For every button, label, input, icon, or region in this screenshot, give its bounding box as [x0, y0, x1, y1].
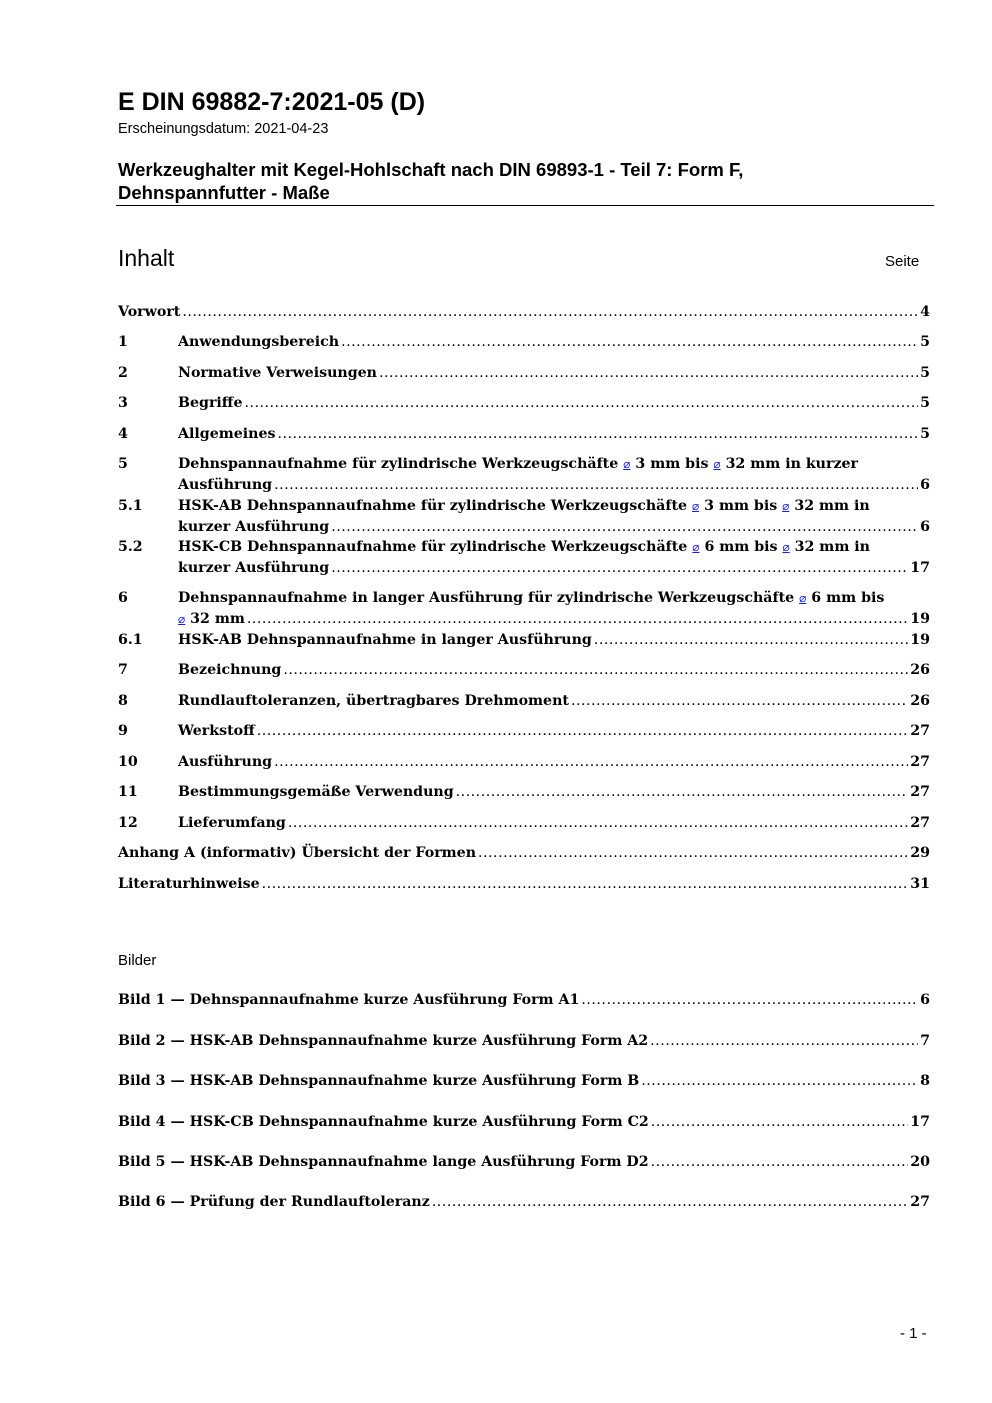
toc-entry-number: 9: [118, 723, 128, 739]
toc-entry-page: 31: [910, 876, 930, 892]
toc-entry-line[interactable]: [118, 1152, 930, 1173]
toc-entry-line[interactable]: [178, 660, 930, 681]
document-title-line-2: Dehnspannfutter - Maße: [118, 182, 330, 203]
figures-heading: Bilder: [118, 952, 157, 969]
document-title: [118, 158, 933, 204]
dot-leader: [571, 691, 908, 712]
toc-entry-title: kurzer Ausführung: [178, 519, 330, 535]
toc-page-column-label: Seite: [885, 253, 920, 270]
toc-entry-line[interactable]: [118, 1071, 930, 1092]
diameter-symbol-link[interactable]: ⌀: [178, 612, 186, 626]
dot-leader: [274, 752, 908, 773]
dot-leader: [651, 1152, 909, 1173]
toc-entry-title: Ausführung: [178, 754, 273, 770]
dot-leader: [331, 517, 918, 538]
diameter-symbol-link[interactable]: ⌀: [623, 457, 631, 471]
toc-entry-line[interactable]: [178, 363, 930, 384]
toc-entry-number: 5.1: [118, 498, 143, 514]
toc-entry-title: Bild 5 — HSK-AB Dehnspannaufnahme lange Ausführung Form D2: [118, 1154, 649, 1170]
toc-entry-page: 7: [920, 1033, 930, 1049]
toc-entry-title: Bezeichnung: [178, 662, 282, 678]
toc-entry-line[interactable]: [178, 454, 930, 475]
toc-entry-number: 4: [118, 426, 128, 442]
toc-entry-body: [178, 782, 930, 803]
toc-entry-page: 6: [920, 477, 930, 493]
toc-entry-title: HSK-AB Dehnspannaufnahme in langer Ausführung: [178, 632, 592, 648]
toc-entry-page: 20: [910, 1154, 930, 1170]
toc-entry-body: [178, 813, 930, 834]
dot-leader: [283, 660, 908, 681]
dot-leader: [456, 782, 909, 803]
toc-entry-number: 6.1: [118, 632, 143, 648]
toc-entry-title: Bild 6 — Prüfung der Rundlauftoleranz: [118, 1194, 430, 1210]
toc-entry-page: 17: [910, 1114, 930, 1130]
toc-entry-page: 27: [910, 723, 930, 739]
toc-entry-line[interactable]: [118, 1192, 930, 1213]
toc-entry-title: kurzer Ausführung: [178, 560, 330, 576]
toc-entry-page: 5: [920, 334, 930, 350]
toc-entry-page: 27: [910, 784, 930, 800]
toc-entry-line[interactable]: [118, 874, 930, 895]
toc-entry-line[interactable]: [118, 843, 930, 864]
toc-entry-page: 5: [920, 395, 930, 411]
toc-entry-number: 5: [118, 456, 128, 472]
toc-entry-title: Vorwort: [118, 304, 181, 320]
toc-entry-line[interactable]: [118, 1112, 930, 1133]
toc-entry-body: [118, 874, 930, 895]
toc-entry-line[interactable]: [178, 332, 930, 353]
toc-entry-page: 8: [920, 1073, 930, 1089]
toc-entry-title: Normative Verweisungen: [178, 365, 377, 381]
title-divider: [116, 205, 934, 206]
toc-entry-page: 6: [920, 519, 930, 535]
toc-entry-page: 17: [910, 560, 930, 576]
toc-entry-page: 4: [920, 304, 930, 320]
toc-entry-title: Werkstoff: [178, 723, 255, 739]
toc-entry-number: 5.2: [118, 539, 143, 555]
toc-entry-number: 11: [118, 784, 138, 800]
toc-entry-line[interactable]: [178, 537, 930, 558]
toc-entry-number: 7: [118, 662, 128, 678]
toc-entry-title: Bild 3 — HSK-AB Dehnspannaufnahme kurze Ausführung Form B: [118, 1073, 640, 1089]
diameter-symbol-link[interactable]: ⌀: [782, 540, 790, 554]
toc-entry-title: Bestimmungsgemäße Verwendung: [178, 784, 454, 800]
toc-entry-title: Rundlauftoleranzen, übertragbares Drehmoment: [178, 693, 569, 709]
toc-entry-page: 27: [910, 1194, 930, 1210]
diameter-symbol-link[interactable]: ⌀: [713, 457, 721, 471]
toc-entry-page: 19: [910, 611, 930, 627]
page-number: - 1 -: [900, 1325, 927, 1342]
toc-entry-number: 10: [118, 754, 138, 770]
toc-entry-title: Anhang A (informativ) Übersicht der Formen: [118, 845, 477, 861]
toc-entry-number: 8: [118, 693, 128, 709]
dot-leader: [331, 558, 908, 579]
toc-entry-body: [118, 302, 930, 323]
toc-entry-number: 6: [118, 590, 128, 606]
dot-leader: [278, 424, 919, 445]
toc-entry-line[interactable]: [178, 752, 930, 773]
dot-leader: [257, 721, 908, 742]
toc-entry-body: [178, 630, 930, 651]
dot-leader: [379, 363, 918, 384]
toc-entry-line[interactable]: [178, 691, 930, 712]
toc-entry-body: [178, 721, 930, 742]
diameter-symbol-link[interactable]: ⌀: [692, 540, 700, 554]
toc-entry-number: 12: [118, 815, 138, 831]
toc-heading: Inhalt: [118, 245, 175, 271]
toc-entry-title: Begriffe: [178, 395, 243, 411]
toc-entry-title: Dehnspannaufnahme in langer Ausführung für zylindrische Werkzeugschäfte ⌀ 6 mm bis: [178, 590, 885, 606]
toc-entry-page: 5: [920, 426, 930, 442]
document-title-line-1: Werkzeughalter mit Kegel-Hohlschaft nach DIN 69893-1 - Teil 7: Form F,: [118, 159, 744, 180]
toc-entry-title: Ausführung: [178, 477, 273, 493]
publication-date: Erscheinungsdatum: 2021-04-23: [118, 121, 329, 137]
toc-entry-body: [178, 537, 930, 579]
toc-entry-title: Literaturhinweise: [118, 876, 260, 892]
toc-entry-line[interactable]: [178, 782, 930, 803]
dot-leader: [182, 302, 918, 323]
toc-entry-line[interactable]: [118, 302, 930, 323]
diameter-symbol-link[interactable]: ⌀: [799, 591, 807, 605]
toc-entry-page: 19: [910, 632, 930, 648]
toc-entry-number: 3: [118, 395, 128, 411]
toc-entry-page: 27: [910, 754, 930, 770]
toc-entry-number: 2: [118, 365, 128, 381]
toc-entry-title: Anwendungsbereich: [178, 334, 340, 350]
toc-entry-title: Dehnspannaufnahme für zylindrische Werkzeugschäfte ⌀ 3 mm bis ⌀ 32 mm in kurzer: [178, 456, 859, 472]
toc-entry-page: 27: [910, 815, 930, 831]
toc-entry-line[interactable]: [178, 496, 930, 517]
toc-entry-line[interactable]: [178, 630, 930, 651]
toc-entry-title: Bild 4 — HSK-CB Dehnspannaufnahme kurze Ausführung Form C2: [118, 1114, 649, 1130]
toc-entry-title: HSK-CB Dehnspannaufnahme für zylindrische Werkzeugschäfte ⌀ 6 mm bis ⌀ 32 mm in: [178, 539, 870, 555]
figure-entry-body: [118, 1031, 930, 1052]
toc-entry-body: [118, 843, 930, 864]
toc-entry-page: 29: [910, 845, 930, 861]
toc-entry-title: HSK-AB Dehnspannaufnahme für zylindrische Werkzeugschäfte ⌀ 3 mm bis ⌀ 32 mm in: [178, 498, 870, 514]
toc-entry-line[interactable]: [178, 813, 930, 834]
toc-entry-body: [178, 496, 930, 538]
toc-entry-line[interactable]: [178, 475, 930, 496]
figure-entry-body: [118, 1152, 930, 1173]
figure-entry-body: [118, 1071, 930, 1092]
toc-entry-line[interactable]: [178, 517, 930, 538]
toc-entry-line[interactable]: [178, 424, 930, 445]
toc-entry-line[interactable]: [178, 609, 930, 630]
toc-entry-body: [178, 363, 930, 384]
toc-entry-line[interactable]: [178, 721, 930, 742]
toc-entry-line[interactable]: [178, 558, 930, 579]
dot-leader: [247, 609, 908, 630]
toc-entry-line[interactable]: [118, 1031, 930, 1052]
document-id: E DIN 69882-7:2021-05 (D): [118, 88, 426, 116]
toc-entry-line[interactable]: [178, 393, 930, 414]
toc-entry-body: [178, 752, 930, 773]
figure-entry-body: [118, 990, 930, 1011]
diameter-symbol-link[interactable]: ⌀: [782, 499, 790, 513]
toc-entry-page: 6: [920, 992, 930, 1008]
dot-leader: [650, 1031, 918, 1052]
dot-leader: [262, 874, 909, 895]
toc-entry-page: 5: [920, 365, 930, 381]
toc-entry-page: 26: [910, 693, 930, 709]
dot-leader: [432, 1192, 908, 1213]
toc-entry-body: [178, 393, 930, 414]
figure-entry-body: [118, 1112, 930, 1133]
dot-leader: [594, 630, 908, 651]
toc-entry-body: [178, 660, 930, 681]
dot-leader: [478, 843, 908, 864]
dot-leader: [288, 813, 908, 834]
toc-entry-title: Bild 1 — Dehnspannaufnahme kurze Ausführung Form A1: [118, 992, 580, 1008]
dot-leader: [244, 393, 918, 414]
toc-entry-body: [178, 424, 930, 445]
toc-entry-line[interactable]: [118, 990, 930, 1011]
toc-entry-page: 26: [910, 662, 930, 678]
diameter-symbol-link[interactable]: ⌀: [691, 499, 700, 513]
toc-entry-body: [178, 332, 930, 353]
toc-entry-body: [178, 454, 930, 496]
toc-entry-body: [178, 588, 930, 630]
dot-leader: [341, 332, 918, 353]
toc-entry-title: Bild 2 — HSK-AB Dehnspannaufnahme kurze Ausführung Form A2: [118, 1033, 649, 1049]
dot-leader: [651, 1112, 909, 1133]
toc-entry-title: Allgemeines: [178, 426, 276, 442]
dot-leader: [274, 475, 918, 496]
toc-entry-body: [178, 691, 930, 712]
dot-leader: [581, 990, 918, 1011]
dot-leader: [641, 1071, 918, 1092]
toc-entry-title: Lieferumfang: [178, 815, 286, 831]
figure-entry-body: [118, 1192, 930, 1213]
toc-entry-number: 1: [118, 334, 128, 350]
toc-entry-line[interactable]: [178, 588, 930, 609]
toc-entry-title: ⌀ 32 mm: [178, 611, 245, 627]
